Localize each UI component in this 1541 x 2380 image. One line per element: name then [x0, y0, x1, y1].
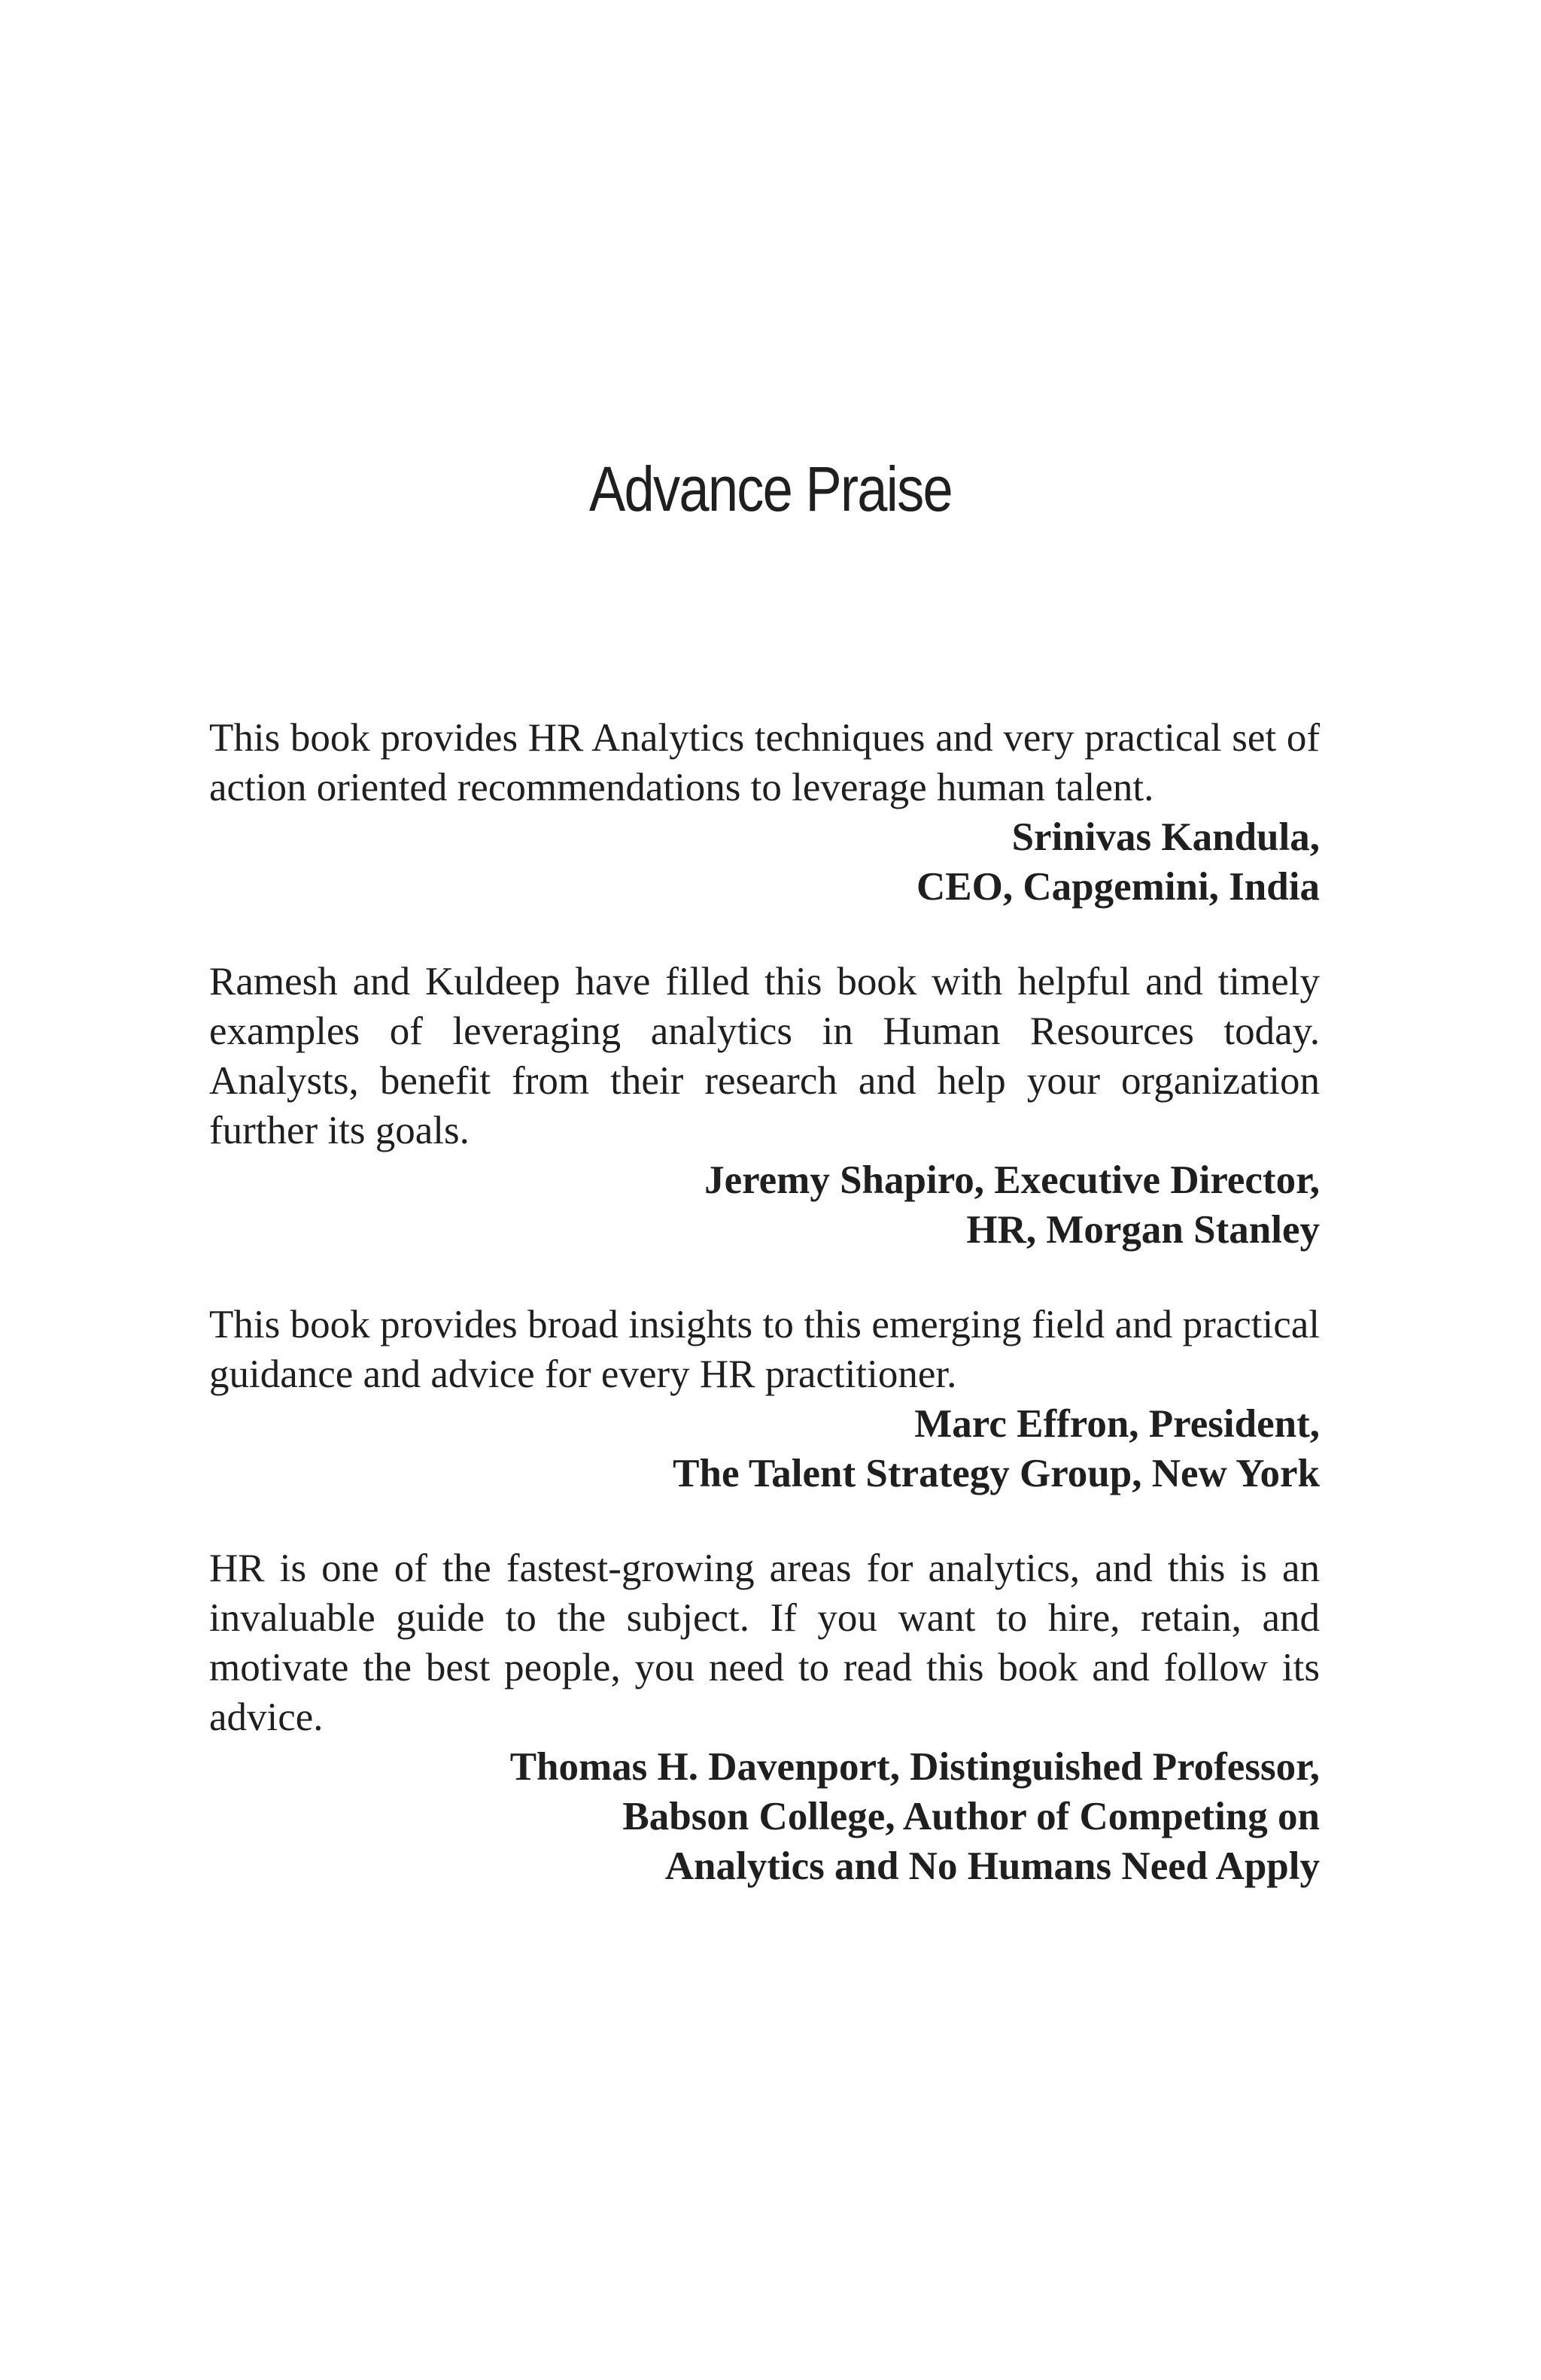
praise-attribution — [209, 1399, 1320, 1498]
praise-attribution — [209, 812, 1320, 912]
praise-item — [209, 1544, 1320, 1891]
praise-quote: This book provides HR Analytics techniques and very practical set of action oriented recommendations to leverage human talent. — [209, 716, 1320, 809]
praise-item — [209, 957, 1320, 1255]
praise-attribution — [209, 1742, 1320, 1891]
attribution-line: Thomas H. Davenport, Distinguished Professor, — [509, 1745, 1320, 1789]
attribution-line: Marc Effron, President, — [914, 1402, 1320, 1446]
attribution-line: Babson College, Author of Competing on — [622, 1795, 1320, 1838]
praise-quote: HR is one of the fastest-growing areas for analytics, and this is an invaluable guide to the subject. If you want to hire, retain, and motivate the best people, you need to read this book and follow its advice. — [209, 1547, 1320, 1739]
attribution-line: Jeremy Shapiro, Executive Director, — [704, 1158, 1320, 1202]
page-title: Advance Praise — [589, 454, 952, 524]
praise-attribution — [209, 1155, 1320, 1255]
attribution-line: Srinivas Kandula, — [1011, 815, 1320, 859]
attribution-line: CEO, Capgemini, India — [916, 865, 1320, 909]
attribution-line: HR, Morgan Stanley — [966, 1208, 1320, 1252]
praise-item — [209, 1300, 1320, 1498]
attribution-line: Analytics and No Humans Need Apply — [664, 1844, 1320, 1888]
praise-quote: This book provides broad insights to this emerging field and practical guidance and advice for every HR practitioner. — [209, 1303, 1320, 1396]
praise-quote: Ramesh and Kuldeep have filled this book with helpful and timely examples of leveraging analytics in Human Resources today. Analysts, benefit from their research and help your organization further its goals. — [209, 960, 1320, 1152]
praise-list — [209, 713, 1320, 1936]
attribution-line: The Talent Strategy Group, New York — [673, 1452, 1320, 1495]
praise-item — [209, 713, 1320, 912]
